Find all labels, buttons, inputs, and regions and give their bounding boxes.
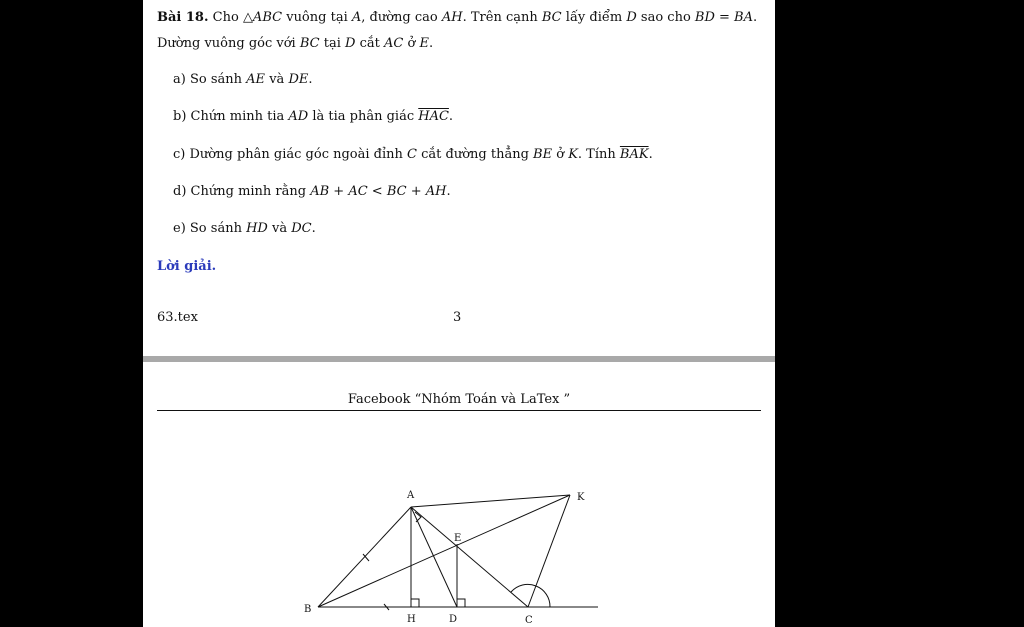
item-e — [173, 221, 316, 237]
angle-arc-c1 — [511, 584, 536, 592]
problem-line-2 — [157, 36, 433, 52]
segment-bk — [318, 495, 570, 607]
angle-arc-c2 — [536, 586, 550, 607]
page-number: 3 — [453, 310, 462, 325]
label-d: D — [449, 614, 458, 625]
problem-text: Cho — [212, 10, 239, 25]
item-label: d) — [173, 184, 187, 199]
footer-filename: 63.tex — [157, 310, 198, 325]
item-text: . — [446, 184, 451, 199]
math-var: AE — [246, 72, 266, 87]
math-inequality: AB + AC < BC + AH — [310, 184, 447, 199]
label-c: C — [525, 615, 533, 626]
math-var: AD — [288, 109, 309, 124]
problem-text: . — [753, 10, 758, 25]
item-text: . — [448, 109, 454, 124]
math-var: BE — [533, 147, 553, 162]
math-var: D — [626, 10, 637, 25]
problem-text: , đường cao — [361, 10, 438, 25]
math-var: HD — [246, 221, 268, 236]
right-angle-h — [411, 599, 419, 607]
item-text: và — [269, 72, 285, 87]
math-var: DE — [288, 72, 309, 87]
geometry-figure — [143, 362, 775, 627]
problem-text: tại — [323, 36, 341, 51]
problem-text: Dường vuông góc với — [157, 36, 296, 51]
item-text: ở — [556, 147, 565, 162]
math-triangle: △ABC — [242, 10, 283, 25]
math-var: C — [407, 147, 417, 162]
item-label: e) — [173, 221, 186, 236]
math-var: A — [351, 10, 362, 25]
item-text: cắt đường thẳng — [421, 147, 529, 162]
segment-ck — [528, 495, 570, 607]
label-h: H — [407, 614, 416, 625]
label-e: E — [454, 533, 462, 544]
problem-line-1 — [157, 10, 757, 26]
item-d — [173, 184, 451, 200]
item-text: . Tính — [577, 147, 616, 162]
problem-number: Bài 18. — [157, 10, 209, 25]
math-var: E — [419, 36, 429, 51]
label-a: A — [407, 490, 415, 501]
label-b: B — [304, 604, 312, 615]
problem-text: sao cho — [640, 10, 691, 25]
math-angle: $\overline{HAC}$ — [418, 109, 449, 124]
item-label: b) — [173, 109, 187, 124]
problem-text: cắt — [359, 36, 380, 51]
problem-text: ở — [407, 36, 416, 51]
item-text: và — [272, 221, 288, 236]
segment-ad — [411, 507, 457, 607]
document-page-2 — [143, 362, 775, 627]
math-equation: BD = BA — [694, 10, 753, 25]
item-text: là tia phân giác — [312, 109, 415, 124]
document-page-1 — [143, 0, 775, 356]
item-text: Chứng minh rằng — [190, 184, 307, 199]
item-text: So sánh — [189, 221, 242, 236]
label-k: K — [577, 492, 585, 503]
solution-label: Lời giải. — [157, 259, 217, 274]
item-label: a) — [173, 72, 186, 87]
item-label: c) — [173, 147, 186, 162]
math-var: AC — [384, 36, 404, 51]
item-text: Dường phân giác góc ngoài đỉnh — [189, 147, 403, 162]
item-text: . — [648, 147, 653, 162]
problem-text: . Trên cạnh — [462, 10, 538, 25]
item-text: . — [308, 72, 313, 87]
problem-text: vuông tại — [286, 10, 348, 25]
math-var: BC — [299, 36, 320, 51]
item-b — [173, 109, 453, 125]
math-angle: $\overline{BAK}$ — [619, 147, 649, 162]
segment-ab — [318, 507, 411, 607]
math-var: AH — [441, 10, 463, 25]
math-var: K — [568, 147, 578, 162]
problem-text: lấy điểm — [565, 10, 623, 25]
item-text: So sánh — [189, 72, 243, 87]
item-a — [173, 72, 313, 88]
math-var: D — [345, 36, 356, 51]
page-header: Facebook “Nhóm Toán và LaTex ” — [347, 392, 571, 407]
item-c — [173, 147, 653, 163]
math-var: DC — [291, 221, 312, 236]
item-text: . — [311, 221, 316, 236]
right-angle-d — [457, 599, 465, 607]
problem-text: . — [428, 36, 434, 51]
math-var: BC — [541, 10, 562, 25]
item-text: Chứn minh tia — [190, 109, 285, 124]
